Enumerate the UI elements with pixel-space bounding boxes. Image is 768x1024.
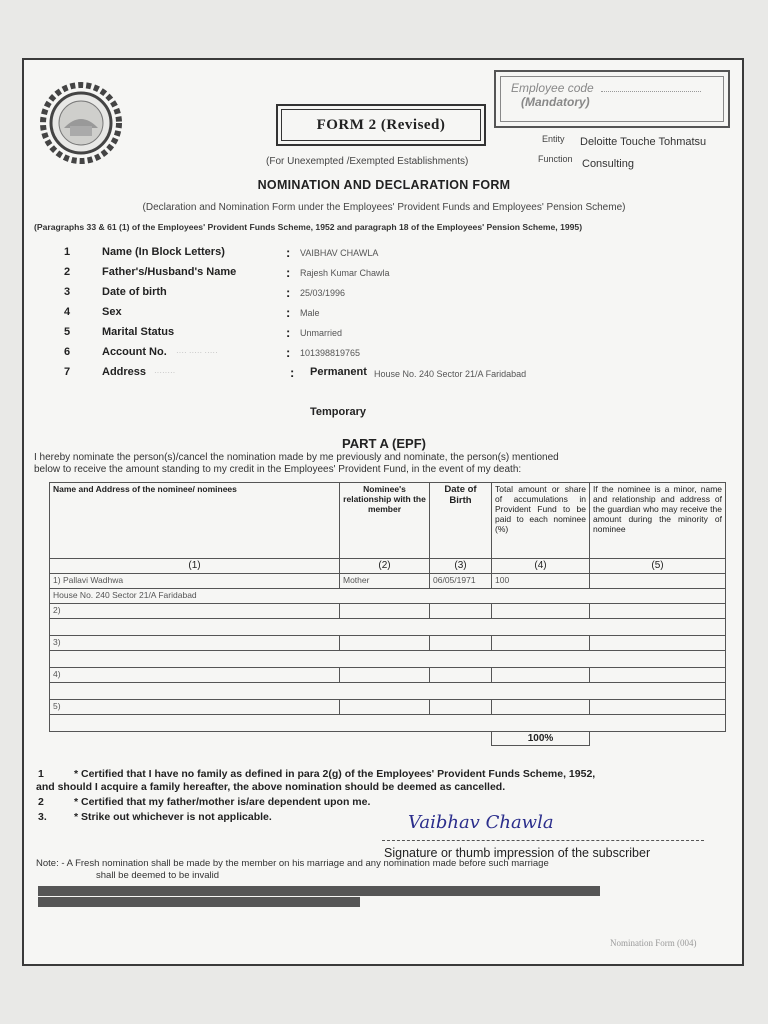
field-number: 2 xyxy=(64,266,71,278)
name-value[interactable]: VAIBHAV CHAWLA xyxy=(300,248,379,258)
column-number-row xyxy=(50,559,726,574)
signature-line xyxy=(382,840,704,841)
field-number: 5 xyxy=(64,326,71,338)
nominee-name: Pallavi Wadhwa xyxy=(62,575,124,585)
entity-value: Deloitte Touche Tohmatsu xyxy=(580,136,707,148)
permanent-address-value[interactable]: House No. 240 Sector 21/A Faridabad xyxy=(374,369,527,379)
dob-value[interactable]: 25/03/1996 xyxy=(300,288,346,298)
table-row xyxy=(50,574,726,589)
field-colon: : xyxy=(286,285,291,300)
row-number: 1) xyxy=(53,575,61,585)
part-a-title: PART A (EPF) xyxy=(341,436,426,451)
part-a-intro-line2: below to receive the amount standing to my credit in the Employees' Provident Fund, in the event of my death: xyxy=(34,464,522,475)
field-row xyxy=(54,306,734,326)
field-number: 4 xyxy=(64,306,71,318)
employee-code-field[interactable] xyxy=(601,91,701,92)
redacted-bar xyxy=(38,897,360,907)
field-row xyxy=(54,246,734,266)
field-colon: : xyxy=(286,265,291,280)
establishment-type: (For Unexempted /Exempted Establishments) xyxy=(266,156,469,167)
faint-annotation: ········ xyxy=(154,368,176,377)
share-cell[interactable]: 100 xyxy=(492,574,590,589)
table-row xyxy=(50,604,726,619)
function-value: Consulting xyxy=(582,158,634,170)
cert-number: 2 xyxy=(38,796,44,808)
col-header-name: Name and Address of the nominee/ nominees xyxy=(50,483,340,559)
relationship-cell[interactable]: Mother xyxy=(340,574,430,589)
col-header-relationship: Nominee's relationship with the member xyxy=(340,483,430,559)
nominee-name-cell[interactable]: 3) xyxy=(50,636,340,651)
nominee-name-cell[interactable] xyxy=(50,574,340,589)
field-number: 7 xyxy=(64,366,71,378)
table-row xyxy=(50,636,726,651)
field-label: Account No. xyxy=(102,346,167,358)
father-name-value[interactable]: Rajesh Kumar Chawla xyxy=(300,268,390,278)
form-title: FORM 2 (Revised) xyxy=(281,109,481,141)
cert-text: * Certified that my father/mother is/are dependent upon me. xyxy=(74,796,371,808)
table-header-row xyxy=(50,483,726,559)
field-label: Name (In Block Letters) xyxy=(102,246,225,258)
total-row xyxy=(50,732,726,746)
nominee-name-cell[interactable]: 5) xyxy=(50,700,340,715)
redacted-bar xyxy=(38,886,600,896)
table-row xyxy=(50,683,726,700)
field-row xyxy=(54,346,734,366)
table-row xyxy=(50,589,726,604)
col-header-guardian: If the nominee is a minor, name and relationship and address of the guardian who may receive the amount during the minority of nominee xyxy=(590,483,726,559)
table-row xyxy=(50,668,726,683)
guardian-cell[interactable] xyxy=(590,574,726,589)
nominee-address-cell[interactable]: House No. 240 Sector 21/A Faridabad xyxy=(50,589,340,604)
field-label: Address xyxy=(102,366,147,378)
nominee-table xyxy=(49,482,726,746)
col-number: (5) xyxy=(590,559,726,574)
table-row xyxy=(50,619,726,636)
field-row xyxy=(54,406,734,426)
field-colon: : xyxy=(286,345,291,360)
field-number: 1 xyxy=(64,246,71,258)
permanent-label: Permanent xyxy=(310,366,367,378)
cert-text: * Certified that I have no family as defined in para 2(g) of the Employees' Provident Funds Scheme, 1952, xyxy=(74,768,596,780)
field-colon: : xyxy=(286,245,291,260)
function-label: Function xyxy=(538,154,573,164)
total-share: 100% xyxy=(492,732,590,746)
field-row xyxy=(54,326,734,346)
col-number: (2) xyxy=(340,559,430,574)
subscriber-signature[interactable]: Vaibhav Chawla xyxy=(408,812,554,833)
table-row xyxy=(50,700,726,715)
field-label: Date of birth xyxy=(102,286,167,298)
field-label: Sex xyxy=(102,306,122,318)
part-a-intro-line1: I hereby nominate the person(s)/cancel the nomination made by me previously and nominate, the person(s) mentioned xyxy=(34,452,559,463)
field-number: 6 xyxy=(64,346,71,358)
nominee-name-cell[interactable]: 2) xyxy=(50,604,340,619)
entity-label: Entity xyxy=(542,134,565,144)
form-title-box xyxy=(276,104,486,146)
sex-value[interactable]: Male xyxy=(300,308,320,318)
col-number: (4) xyxy=(492,559,590,574)
cert-text-continued: and should I acquire a family hereafter, the above nomination should be deemed as cancelled. xyxy=(36,781,506,793)
col-header-dob: Date of Birth xyxy=(430,483,492,559)
employee-code-mandatory: (Mandatory) xyxy=(521,95,590,109)
col-number: (1) xyxy=(50,559,340,574)
employee-code-label: Employee code xyxy=(511,81,594,95)
signature-caption: Signature or thumb impression of the subscriber xyxy=(384,846,651,860)
note-line2: shall be deemed to be invalid xyxy=(96,870,220,881)
epfo-emblem-icon xyxy=(40,82,122,164)
field-row xyxy=(54,286,734,306)
col-number: (3) xyxy=(430,559,492,574)
field-label: Marital Status xyxy=(102,326,175,338)
note-line1: Note: - A Fresh nomination shall be made by the member on his marriage and any nomination made before such marriage xyxy=(36,858,549,869)
temporary-label: Temporary xyxy=(310,406,367,418)
field-row xyxy=(54,366,734,386)
main-title: NOMINATION AND DECLARATION FORM xyxy=(257,178,511,192)
field-number: 3 xyxy=(64,286,71,298)
cert-number: 3. xyxy=(38,811,47,823)
field-colon: : xyxy=(290,365,295,380)
form-reference: Nomination Form (004) xyxy=(610,938,697,948)
cert-text: * Strike out whichever is not applicable. xyxy=(74,811,272,823)
cert-number: 1 xyxy=(38,768,44,780)
marital-status-value[interactable]: Unmarried xyxy=(300,328,343,338)
employee-code-box[interactable] xyxy=(494,70,730,128)
field-row xyxy=(54,266,734,286)
certifications xyxy=(36,768,726,826)
dob-cell[interactable]: 06/05/1971 xyxy=(430,574,492,589)
nominee-name-cell[interactable]: 4) xyxy=(50,668,340,683)
form-subtitle: (Declaration and Nomination Form under the Employees' Provident Funds and Employees' Pension Scheme) xyxy=(142,202,626,213)
field-colon: : xyxy=(286,325,291,340)
col-header-share: Total amount or share of accumulations in Provident Fund to be paid to each nominee (%) xyxy=(492,483,590,559)
form-sheet xyxy=(22,58,744,966)
table-row xyxy=(50,715,726,732)
faint-annotation: ···· ····· ····· xyxy=(176,348,218,357)
field-label: Father's/Husband's Name xyxy=(102,266,237,278)
field-colon: : xyxy=(286,305,291,320)
table-row xyxy=(50,651,726,668)
paragraph-reference: (Paragraphs 33 & 61 (1) of the Employees' Provident Funds Scheme, 1952 and paragraph 18 of the Employees' Pension Scheme, 1995) xyxy=(34,222,583,232)
account-number-value[interactable]: 101398819765 xyxy=(300,348,361,358)
